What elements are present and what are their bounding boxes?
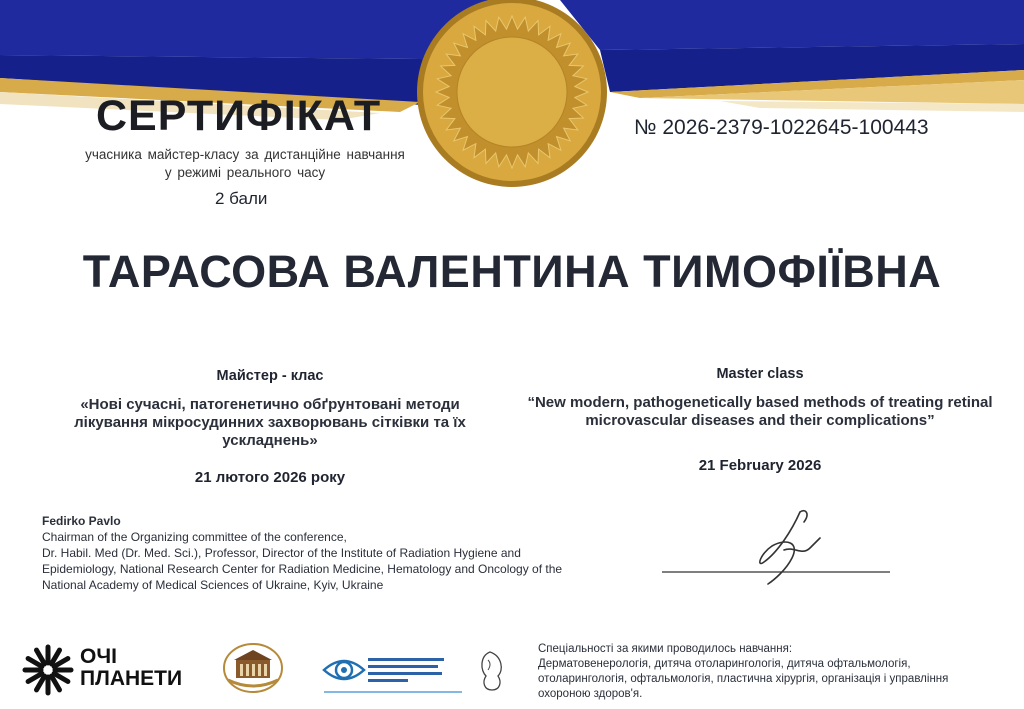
chairman-title-line: Chairman of the Organizing committee of the conference, bbox=[42, 530, 347, 544]
points-label: 2 бали bbox=[215, 189, 268, 208]
subtitle-line: учасника майстер-класу за дистанційне навчання bbox=[85, 147, 405, 162]
masterclass-label-en: Master class bbox=[716, 366, 804, 382]
masterclass-topic-en: “New modern, pathogenetically based methods of treating retinal microvascular diseases and their complications” bbox=[527, 394, 993, 429]
academy-building-icon bbox=[222, 640, 284, 694]
certificate-subtitle bbox=[60, 146, 430, 182]
logo-line: ОЧІ bbox=[80, 645, 117, 668]
specialties-line: отоларингологія, офтальмологія, пластична хірургія, організація і управління bbox=[538, 673, 949, 685]
logo-line: ПЛАНЕТИ bbox=[80, 667, 183, 690]
masterclass-topic-ua: «Нові сучасні, патогенетично обґрунтовані методи лікування мікросудинних захворювань сітківки та їх ускладнень» bbox=[74, 396, 466, 449]
eye-institute-icon bbox=[322, 644, 522, 696]
ochi-planety-logo bbox=[22, 644, 192, 694]
date-ua: 21 лютого 2026 року bbox=[194, 469, 346, 486]
date-en: 21 February 2026 bbox=[698, 457, 822, 474]
gold-seal bbox=[417, 0, 607, 187]
specialties-heading: Спеціальності за якими проводилось навчання: bbox=[538, 643, 793, 655]
chairman-title-line: National Academy of Medical Sciences of Ukraine, Kyiv, Ukraine bbox=[42, 578, 384, 592]
certificate-number: № 2026-2379-1022645-100443 bbox=[634, 116, 929, 139]
chairman-title-line: Epidemiology, National Research Center for Radiation Medicine, Hematology and Oncology of the bbox=[42, 562, 563, 576]
certificate-title: СЕРТИФІКАТ bbox=[96, 92, 382, 140]
chairman-name: Fedirko Pavlo bbox=[42, 514, 121, 528]
specialties-line: охороною здоров'я. bbox=[538, 688, 643, 700]
recipient-name: ТАРАСОВА ВАЛЕНТИНА ТИМОФІЇВНА bbox=[82, 246, 942, 297]
ochi-planety-text bbox=[80, 646, 182, 690]
sun-rays-icon bbox=[22, 644, 74, 696]
masterclass-label-ua: Майстер - клас bbox=[216, 368, 324, 384]
chairman-block bbox=[42, 513, 622, 593]
specialties-block bbox=[538, 642, 988, 702]
specialties-line: Дерматовенерологія, дитяча отоларингологія, дитяча офтальмологія, bbox=[538, 658, 911, 670]
signature bbox=[660, 500, 895, 590]
ukrainian-block bbox=[60, 368, 480, 450]
english-block bbox=[520, 366, 1000, 430]
subtitle-line: у режимі реального часу bbox=[164, 165, 326, 180]
chairman-title-line: Dr. Habil. Med (Dr. Med. Sci.), Professor, Director of the Institute of Radiation Hygiene and bbox=[42, 546, 521, 560]
